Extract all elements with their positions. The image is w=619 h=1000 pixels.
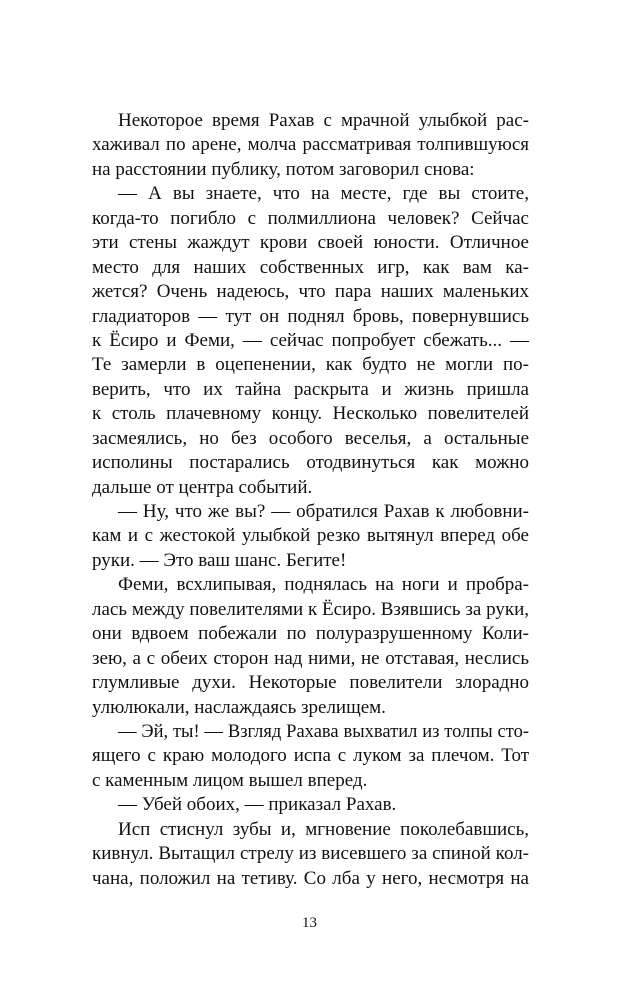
text-line: жется? Очень надеюсь, что пара наших маленьких <box>92 281 529 303</box>
text-line: они вдвоем побежали по полуразрушенному Коли- <box>92 623 529 645</box>
text-line: улюлюкали, наслаждаясь зрелищем. <box>92 696 386 718</box>
text-line: кам и с жестокой улыбкой резко вытянул вперед обе <box>92 525 529 547</box>
text-line: с каменным лицом вышел вперед. <box>92 769 368 791</box>
text-line: Те замерли в оцепенении, как будто не могли по- <box>92 354 529 376</box>
text-line: руки. — Это ваш шанс. Бегите! <box>92 549 347 571</box>
text-line: зею, а с обеих сторон над ними, не отставая, неслись <box>92 647 529 669</box>
text-line: глумливые духи. Некоторые повелители злорадно <box>92 672 529 694</box>
text-line: засмеялись, но без особого веселья, а остальные <box>92 427 529 449</box>
text-line: эти стены жаждут крови своей юности. Отличное <box>92 232 529 254</box>
text-line: на расстоянии публику, потом заговорил снова: <box>92 158 475 180</box>
text-line: хаживал по арене, молча рассматривая толпившуюся <box>92 134 529 156</box>
text-line: ящего с краю молодого испа с луком за плечом. Тот <box>92 745 529 767</box>
text-line: Феми, всхлипывая, поднялась на ноги и пробра- <box>118 574 529 596</box>
text-line: место для наших собственных игр, как вам ка- <box>92 256 529 278</box>
text-line: — А вы знаете, что на месте, где вы стоите, <box>118 183 529 205</box>
text-line: Некоторое время Рахав с мрачной улыбкой рас- <box>118 110 529 131</box>
text-line: гладиаторов — тут он поднял бровь, повернувшись <box>92 305 529 327</box>
text-line: к столь плачевному концу. Несколько повелителей <box>92 403 529 425</box>
page-number: 13 <box>302 915 317 931</box>
text-line: дальше от центра событий. <box>92 476 313 498</box>
text-line: исполины постарались отодвинуться как можно <box>92 452 529 474</box>
text-line: когда-то погибло с полмиллиона человек? Сейчас <box>92 207 529 229</box>
text-line: — Убей обоих, — приказал Рахав. <box>118 794 397 816</box>
text-line: чана, положил на тетиву. Со лба у него, несмотря на <box>92 867 529 889</box>
body-text <box>92 109 529 891</box>
text-line: верить, что их тайна раскрыта и жизнь пришла <box>92 378 529 400</box>
text-line: — Эй, ты! — Взгляд Рахава выхватил из толпы сто- <box>118 721 529 742</box>
text-line: лась между повелителями к Ёсиро. Взявшись за руки, <box>92 598 529 620</box>
text-line: Исп стиснул зубы и, мгновение поколебавшись, <box>118 818 529 840</box>
text-line: — Ну, что же вы? — обратился Рахав к любовни- <box>118 501 529 522</box>
text-line: к Ёсиро и Феми, — сейчас попробует сбежать... — <box>92 329 529 351</box>
text-line: кивнул. Вытащил стрелу из висевшего за спиной кол- <box>92 843 529 865</box>
